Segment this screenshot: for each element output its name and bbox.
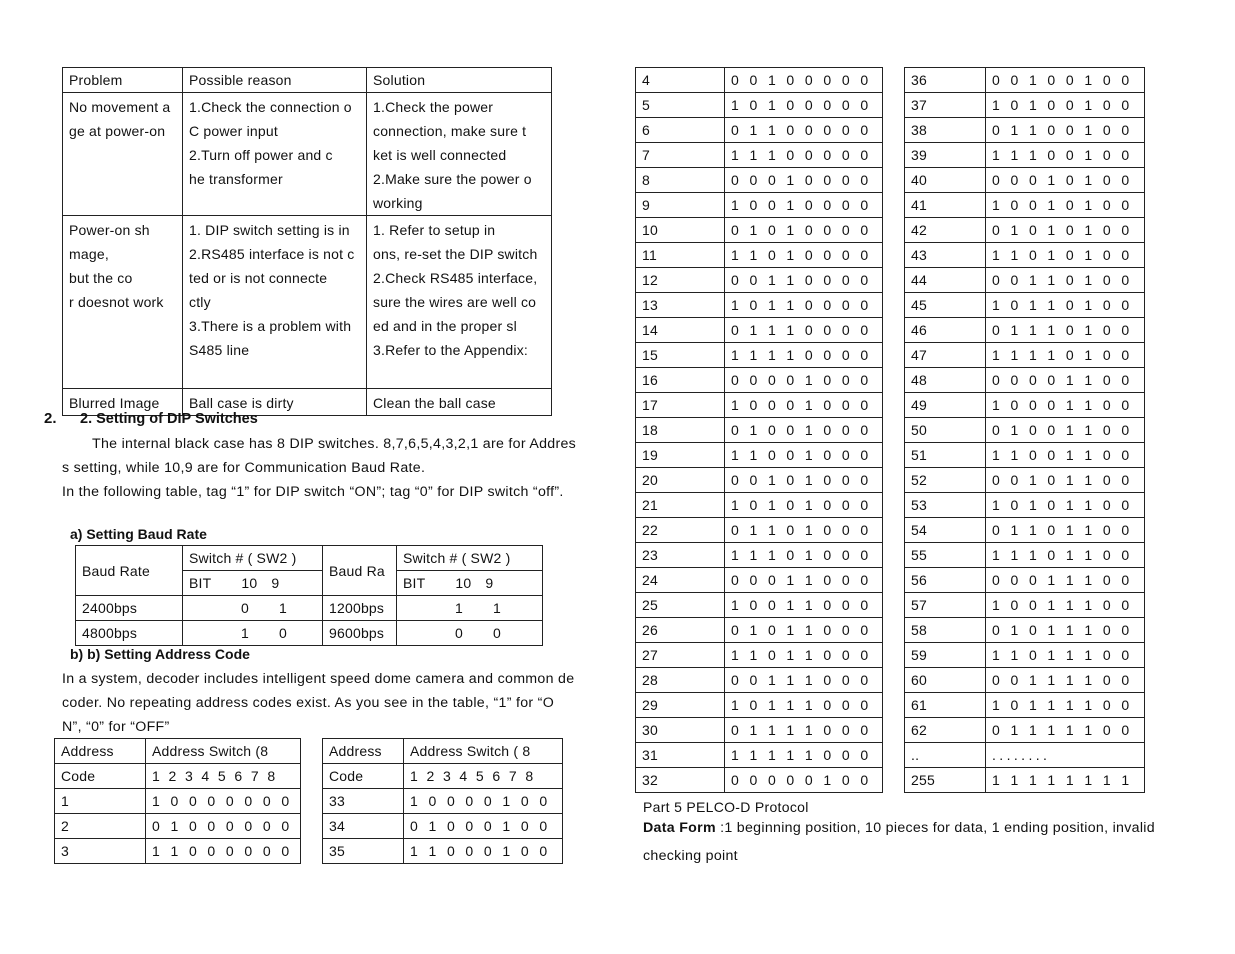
address-code: 6: [636, 118, 725, 143]
address-code: 9: [636, 193, 725, 218]
part5-data-form-line-2: checking point: [643, 848, 738, 864]
reason-line: ctly: [189, 294, 211, 310]
address-code-2: 42: [905, 218, 986, 243]
switch-bits: 1 1 1 0 1 0 0 0: [725, 543, 883, 568]
part5-title: Part 5 PELCO-D Protocol: [643, 799, 809, 815]
switch-bits-2: 0 1 1 1 1 1 0 0: [986, 718, 1145, 743]
table-row: [63, 93, 552, 216]
switch-bits: 1 1 1 0 0 0 0 0: [725, 143, 883, 168]
table-gap: [883, 418, 905, 443]
solution-line: 3.Refer to the Appendix:: [373, 342, 529, 358]
address-row: [636, 718, 1145, 743]
switch-header: Switch # ( SW2 ): [183, 546, 323, 571]
cell-solution: [367, 216, 552, 389]
address-code: 15: [636, 343, 725, 368]
switch-bits-2: 1 1 0 0 1 1 0 0: [986, 443, 1145, 468]
switch-bits: 1 1 0 0 0 0 0 0: [146, 839, 301, 864]
switch-bits: 1 0 1 0 1 0 0 0: [725, 493, 883, 518]
address-code: 12: [636, 268, 725, 293]
switch-bits-2: 1 0 0 1 1 1 0 0: [986, 593, 1145, 618]
address-code-2: 60: [905, 668, 986, 693]
address-code-2: 59: [905, 643, 986, 668]
data-form-text: :1 beginning position, 10 pieces for data, 1 ending position, invalid: [720, 820, 1155, 836]
switch-bits-2: 0 0 1 1 0 1 0 0: [986, 268, 1145, 293]
address-code: 26: [636, 618, 725, 643]
switch-bits-2: 1 1 1 0 0 1 0 0: [986, 143, 1145, 168]
address-code: 28: [636, 668, 725, 693]
switch-bits-2: 1 1 1 1 1 1 1 1: [986, 768, 1145, 793]
bit-values: [183, 596, 323, 621]
cell-solution: [367, 389, 552, 416]
address-code-2: 255: [905, 768, 986, 793]
solution-line: connection, make sure t: [373, 123, 527, 139]
address-intro-line-2: coder. No repeating address codes exist. As you see in the table, “1” for “O: [62, 695, 555, 711]
code-header: Code: [55, 764, 146, 789]
bit-10-value: 0: [455, 625, 463, 641]
address-code: 21: [636, 493, 725, 518]
switch-bits: 0 0 1 1 0 0 0 0: [725, 268, 883, 293]
address-code: 30: [636, 718, 725, 743]
switch-bits-2: 0 0 1 1 1 1 0 0: [986, 668, 1145, 693]
switch-bits-2: 1 0 0 1 0 1 0 0: [986, 193, 1145, 218]
address-row: [636, 643, 1145, 668]
address-table-right: [635, 67, 1145, 793]
solution-line: working: [373, 195, 423, 211]
baud-value: 4800bps: [76, 621, 183, 646]
switch-header: Address Switch (8: [146, 739, 301, 764]
bit-header: [183, 571, 323, 596]
table-gap: [883, 193, 905, 218]
address-row: [636, 393, 1145, 418]
switch-bits: 1 1 0 1 0 0 0 0: [725, 243, 883, 268]
address-row: [636, 493, 1145, 518]
address-code-2: 54: [905, 518, 986, 543]
switch-bits: 0 1 0 1 1 0 0 0: [725, 618, 883, 643]
table-gap: [301, 739, 323, 764]
baud-heading: a) Setting Baud Rate: [70, 526, 207, 542]
section-heading: 2. Setting of DIP Switches: [80, 411, 258, 427]
table-gap: [883, 493, 905, 518]
address-row: [636, 543, 1145, 568]
address-code-2: 37: [905, 93, 986, 118]
table-gap: [883, 268, 905, 293]
address-code: 3: [55, 839, 146, 864]
switch-bits-2: 1 0 1 1 1 1 0 0: [986, 693, 1145, 718]
address-code-2: 61: [905, 693, 986, 718]
address-row: [636, 118, 1145, 143]
table-gap: [883, 343, 905, 368]
solution-line: 2.Make sure the power o: [373, 171, 532, 187]
bits-header-2: 1 2 3 4 5 6 7 8: [404, 764, 563, 789]
address-code-2: 34: [323, 814, 404, 839]
column-header: Problem: [63, 68, 183, 93]
bits-header: 1 2 3 4 5 6 7 8: [146, 764, 301, 789]
baud-value: 2400bps: [76, 596, 183, 621]
reason-line: ted or is not connecte: [189, 270, 328, 286]
bit-values: [183, 621, 323, 646]
address-row: [636, 143, 1145, 168]
switch-bits-2: 1 0 1 0 1 1 0 0: [986, 493, 1145, 518]
problem-line: mage,: [69, 246, 109, 262]
address-code-2: 49: [905, 393, 986, 418]
code-header-2: Code: [323, 764, 404, 789]
address-header-2: Address: [323, 739, 404, 764]
address-code: 7: [636, 143, 725, 168]
switch-bits: 0 1 1 1 1 0 0 0: [725, 718, 883, 743]
cell-solution: [367, 93, 552, 216]
reason-line: S485 line: [189, 342, 250, 358]
switch-bits-2: 0 0 0 1 0 1 0 0: [986, 168, 1145, 193]
address-code: 24: [636, 568, 725, 593]
switch-bits-2: 1 1 1 0 1 1 0 0: [986, 543, 1145, 568]
switch-bits: 1 0 1 1 0 0 0 0: [725, 293, 883, 318]
address-row: [636, 568, 1145, 593]
solution-line: Clean the ball case: [373, 395, 496, 411]
address-code: 22: [636, 518, 725, 543]
address-code-2: 39: [905, 143, 986, 168]
table-gap: [883, 143, 905, 168]
address-code-2: 44: [905, 268, 986, 293]
switch-bits: 0 0 0 0 0 1 0 0: [725, 768, 883, 793]
address-code: 32: [636, 768, 725, 793]
table-gap: [883, 118, 905, 143]
address-code-2: 46: [905, 318, 986, 343]
address-row: [636, 368, 1145, 393]
address-row: [636, 668, 1145, 693]
address-row: [55, 814, 563, 839]
address-code: 27: [636, 643, 725, 668]
address-code: 25: [636, 593, 725, 618]
address-code-2: 53: [905, 493, 986, 518]
table-gap: [301, 764, 323, 789]
switch-bits-2: ........: [986, 743, 1145, 768]
address-intro-line-3: N”, “0” for “OFF”: [62, 719, 170, 735]
table-gap: [883, 168, 905, 193]
switch-bits: 0 1 1 0 0 0 0 0: [725, 118, 883, 143]
address-code: 17: [636, 393, 725, 418]
address-row: [636, 418, 1145, 443]
dip-intro-line-3: In the following table, tag “1” for DIP switch “ON”; tag “0” for DIP switch “off”.: [62, 484, 564, 500]
address-table-left: [54, 738, 563, 864]
address-code-2: 48: [905, 368, 986, 393]
switch-bits-2: 0 0 1 0 0 1 0 0: [986, 68, 1145, 93]
address-row: [636, 768, 1145, 793]
table-row: [63, 216, 552, 389]
column-header: Solution: [367, 68, 552, 93]
baud-rate-table: [75, 545, 543, 646]
address-row: [636, 93, 1145, 118]
cell-reason: [183, 216, 367, 389]
baud-row: [76, 596, 543, 621]
troubleshooting-table: [62, 67, 552, 416]
table-gap: [883, 568, 905, 593]
address-row: [636, 218, 1145, 243]
switch-bits-2: 1 0 1 1 0 1 0 0: [986, 293, 1145, 318]
bit-values-2: [397, 596, 543, 621]
table-gap: [883, 218, 905, 243]
address-row: [636, 693, 1145, 718]
address-row: [636, 193, 1145, 218]
switch-bits-2: 0 1 1 0 1 1 0 0: [986, 518, 1145, 543]
baud-header-2: Baud Ra: [323, 546, 397, 596]
bit-9: 9: [271, 575, 280, 591]
switch-bits-2: 1 1 0 1 1 1 0 0: [986, 643, 1145, 668]
bit-10: 10: [241, 575, 258, 591]
table-gap: [883, 368, 905, 393]
cell-problem: [63, 93, 183, 216]
address-code-2: 50: [905, 418, 986, 443]
address-code-2: 62: [905, 718, 986, 743]
reason-line: C power input: [189, 123, 278, 139]
address-row: [636, 293, 1145, 318]
table-gap: [883, 693, 905, 718]
address-code: 18: [636, 418, 725, 443]
switch-bits: 0 0 1 0 0 0 0 0: [725, 68, 883, 93]
address-heading: b) b) Setting Address Code: [70, 646, 250, 662]
address-row: [636, 268, 1145, 293]
reason-line: Ball case is dirty: [189, 395, 294, 411]
cell-reason: [183, 93, 367, 216]
switch-bits: 0 1 0 0 0 0 0 0: [146, 814, 301, 839]
address-row: [636, 68, 1145, 93]
switch-bits: 0 0 1 0 1 0 0 0: [725, 468, 883, 493]
address-code-2: 41: [905, 193, 986, 218]
address-row: [636, 168, 1145, 193]
address-row: [636, 618, 1145, 643]
switch-bits-2: 0 0 1 0 1 1 0 0: [986, 468, 1145, 493]
address-row: [636, 318, 1145, 343]
section-number: 2.: [44, 410, 57, 427]
address-code-2: 43: [905, 243, 986, 268]
table-gap: [883, 618, 905, 643]
bit-values-2: [397, 621, 543, 646]
address-row: [55, 789, 563, 814]
bit-label: BIT: [189, 575, 212, 591]
table-gap: [301, 814, 323, 839]
switch-bits: 0 1 1 1 0 0 0 0: [725, 318, 883, 343]
table-gap: [883, 768, 905, 793]
switch-bits-2: 0 1 1 0 0 1 0 0: [986, 118, 1145, 143]
reason-line: he transformer: [189, 171, 283, 187]
switch-bits: 1 1 1 1 1 0 0 0: [725, 743, 883, 768]
table-gap: [883, 518, 905, 543]
table-gap: [883, 743, 905, 768]
switch-bits: 1 0 1 0 0 0 0 0: [725, 93, 883, 118]
reason-line: 2.Turn off power and c: [189, 147, 333, 163]
switch-bits-2: 1 1 0 1 0 1 0 0: [986, 243, 1145, 268]
switch-bits-2: 0 1 0 1 0 1 0 0: [986, 218, 1145, 243]
address-header: Address: [55, 739, 146, 764]
dip-intro-line-1: The internal black case has 8 DIP switches. 8,7,6,5,4,3,2,1 are for Addres: [92, 436, 577, 452]
switch-bits: 0 0 0 1 0 0 0 0: [725, 168, 883, 193]
solution-line: 1. Refer to setup in: [373, 222, 496, 238]
problem-line: No movement a: [69, 99, 171, 115]
address-code: 20: [636, 468, 725, 493]
bit-header-2: [397, 571, 543, 596]
switch-bits: 0 0 0 1 1 0 0 0: [725, 568, 883, 593]
problem-line: but the co: [69, 270, 133, 286]
address-code-2: 56: [905, 568, 986, 593]
address-code: 29: [636, 693, 725, 718]
table-gap: [883, 668, 905, 693]
address-code-2: 35: [323, 839, 404, 864]
address-code-2: 58: [905, 618, 986, 643]
address-code: 14: [636, 318, 725, 343]
switch-bits-2: 0 1 0 0 0 1 0 0: [404, 814, 563, 839]
baud-row: [76, 621, 543, 646]
table-gap: [883, 718, 905, 743]
problem-line: Power-on sh: [69, 222, 150, 238]
address-code: 16: [636, 368, 725, 393]
column-header: Possible reason: [183, 68, 367, 93]
dip-intro-line-2: s setting, while 10,9 are for Communication Baud Rate.: [62, 460, 426, 476]
address-code-2: 47: [905, 343, 986, 368]
switch-bits: 1 0 0 0 0 0 0 0: [146, 789, 301, 814]
switch-bits-2: 0 1 0 1 1 1 0 0: [986, 618, 1145, 643]
address-code: 19: [636, 443, 725, 468]
table-gap: [883, 243, 905, 268]
solution-line: 1.Check the power: [373, 99, 494, 115]
address-code: 8: [636, 168, 725, 193]
switch-bits-2: 1 1 1 1 0 1 0 0: [986, 343, 1145, 368]
address-code: 13: [636, 293, 725, 318]
address-code-2: 52: [905, 468, 986, 493]
switch-bits-2: 1 0 0 0 1 1 0 0: [986, 393, 1145, 418]
switch-bits-2: 1 0 1 0 0 1 0 0: [986, 93, 1145, 118]
switch-header-2: Switch # ( SW2 ): [397, 546, 543, 571]
switch-bits-2: 1 1 0 0 0 1 0 0: [404, 839, 563, 864]
switch-bits-2: 0 1 0 0 1 1 0 0: [986, 418, 1145, 443]
switch-bits: 1 0 0 1 0 0 0 0: [725, 193, 883, 218]
address-row: [636, 518, 1145, 543]
switch-bits: 1 0 1 1 1 0 0 0: [725, 693, 883, 718]
table-gap: [883, 293, 905, 318]
address-row: [55, 839, 563, 864]
bit-9: 9: [485, 575, 494, 591]
address-code: 4: [636, 68, 725, 93]
switch-bits-2: 0 0 0 1 1 1 0 0: [986, 568, 1145, 593]
table-gap: [883, 643, 905, 668]
address-code-2: 40: [905, 168, 986, 193]
switch-bits-2: 0 0 0 0 1 1 0 0: [986, 368, 1145, 393]
solution-line: ons, re-set the DIP switch: [373, 246, 538, 262]
address-row: [636, 743, 1145, 768]
switch-header-2: Address Switch ( 8: [404, 739, 563, 764]
address-code-2: 51: [905, 443, 986, 468]
table-header-row: [63, 68, 552, 93]
switch-bits: 0 1 0 0 1 0 0 0: [725, 418, 883, 443]
address-row: [636, 243, 1145, 268]
switch-bits: 1 1 0 1 1 0 0 0: [725, 643, 883, 668]
bit-9-value: 1: [493, 600, 501, 616]
problem-line: r doesnot work: [69, 294, 164, 310]
bit-9-value: 0: [279, 625, 287, 641]
bit-10-value: 1: [455, 600, 463, 616]
switch-bits: 0 1 1 0 1 0 0 0: [725, 518, 883, 543]
table-gap: [301, 789, 323, 814]
address-code: 10: [636, 218, 725, 243]
baud-value-2: 9600bps: [323, 621, 397, 646]
address-code: 5: [636, 93, 725, 118]
switch-bits: 0 0 0 0 1 0 0 0: [725, 368, 883, 393]
table-gap: [883, 393, 905, 418]
switch-bits: 1 0 0 0 1 0 0 0: [725, 393, 883, 418]
solution-line: ed and in the proper sl: [373, 318, 517, 334]
address-code: 1: [55, 789, 146, 814]
address-intro-line-1: In a system, decoder includes intelligent speed dome camera and common de: [62, 671, 575, 687]
address-code: 11: [636, 243, 725, 268]
bit-label: BIT: [403, 575, 426, 591]
address-code: 2: [55, 814, 146, 839]
switch-bits: 1 1 1 1 0 0 0 0: [725, 343, 883, 368]
bit-9-value: 0: [493, 625, 501, 641]
cell-problem: [63, 216, 183, 389]
baud-value-2: 1200bps: [323, 596, 397, 621]
baud-header: Baud Rate: [76, 546, 183, 596]
part5-data-form: [643, 816, 1155, 840]
address-row: [636, 343, 1145, 368]
switch-bits: 0 1 0 1 0 0 0 0: [725, 218, 883, 243]
reason-line: 1.Check the connection o: [189, 99, 352, 115]
solution-line: ket is well connected: [373, 147, 507, 163]
solution-line: sure the wires are well co: [373, 294, 537, 310]
table-gap: [883, 468, 905, 493]
problem-line: ge at power-on: [69, 123, 166, 139]
address-code-2: 57: [905, 593, 986, 618]
address-row: [636, 468, 1145, 493]
data-form-label: Data Form: [643, 820, 716, 836]
problem-line: Blurred Image: [69, 395, 160, 411]
table-gap: [883, 443, 905, 468]
switch-bits: 1 1 0 0 1 0 0 0: [725, 443, 883, 468]
bit-9-value: 1: [279, 600, 287, 616]
address-code: 31: [636, 743, 725, 768]
address-row: [636, 593, 1145, 618]
table-gap: [883, 93, 905, 118]
reason-line: 2.RS485 interface is not c: [189, 246, 355, 262]
address-row: [636, 443, 1145, 468]
switch-bits: 0 0 1 1 1 0 0 0: [725, 668, 883, 693]
table-gap: [883, 68, 905, 93]
bit-10-value: 0: [241, 600, 249, 616]
switch-bits: 1 0 0 1 1 0 0 0: [725, 593, 883, 618]
address-code-2: ..: [905, 743, 986, 768]
reason-line: 3.There is a problem with: [189, 318, 352, 334]
switch-bits-2: 0 1 1 1 0 1 0 0: [986, 318, 1145, 343]
table-gap: [301, 839, 323, 864]
address-code-2: 36: [905, 68, 986, 93]
address-code-2: 38: [905, 118, 986, 143]
solution-line: 2.Check RS485 interface,: [373, 270, 538, 286]
address-code-2: 33: [323, 789, 404, 814]
table-gap: [883, 543, 905, 568]
table-gap: [883, 593, 905, 618]
reason-line: 1. DIP switch setting is in: [189, 222, 350, 238]
bit-10-value: 1: [241, 625, 249, 641]
address-code-2: 45: [905, 293, 986, 318]
bit-10: 10: [455, 575, 472, 591]
address-code: 23: [636, 543, 725, 568]
address-code-2: 55: [905, 543, 986, 568]
switch-bits-2: 1 0 0 0 0 1 0 0: [404, 789, 563, 814]
table-gap: [883, 318, 905, 343]
